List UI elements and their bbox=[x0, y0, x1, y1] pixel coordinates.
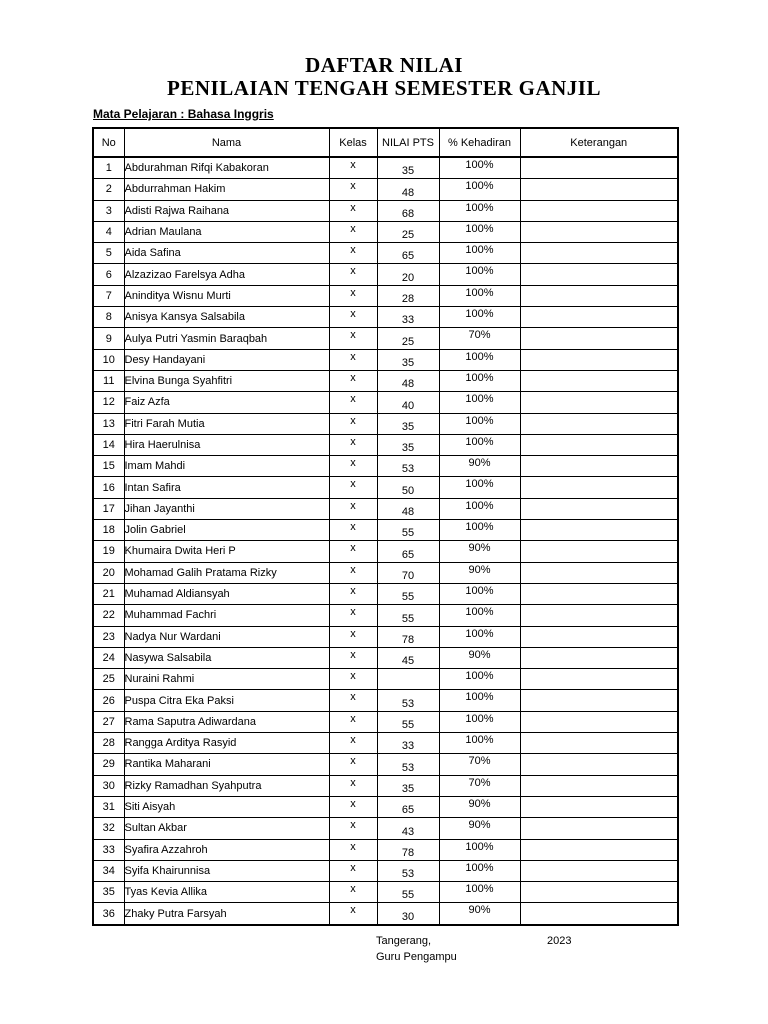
cell-nama: Abdurrahman Hakim bbox=[124, 179, 329, 200]
cell-kelas: x bbox=[329, 264, 377, 285]
cell-no: 5 bbox=[93, 243, 124, 264]
cell-kehadiran: 70% bbox=[439, 754, 520, 775]
table-row bbox=[93, 583, 678, 604]
cell-keterangan bbox=[520, 647, 678, 668]
cell-kelas: x bbox=[329, 456, 377, 477]
cell-kelas: x bbox=[329, 647, 377, 668]
cell-nama: Sultan Akbar bbox=[124, 818, 329, 839]
cell-no: 11 bbox=[93, 370, 124, 391]
cell-kelas: x bbox=[329, 605, 377, 626]
cell-no: 16 bbox=[93, 477, 124, 498]
cell-keterangan bbox=[520, 520, 678, 541]
cell-no: 33 bbox=[93, 839, 124, 860]
cell-nama: Muhamad Aldiansyah bbox=[124, 583, 329, 604]
cell-keterangan bbox=[520, 434, 678, 455]
cell-kehadiran: 90% bbox=[439, 541, 520, 562]
cell-kehadiran: 100% bbox=[439, 583, 520, 604]
cell-kelas: x bbox=[329, 520, 377, 541]
cell-kelas: x bbox=[329, 307, 377, 328]
cell-nama: Khumaira Dwita Heri P bbox=[124, 541, 329, 562]
cell-keterangan bbox=[520, 562, 678, 583]
cell-nama: Adisti Rajwa Raihana bbox=[124, 200, 329, 221]
cell-nama: Puspa Citra Eka Paksi bbox=[124, 690, 329, 711]
cell-keterangan bbox=[520, 179, 678, 200]
cell-nama: Siti Aisyah bbox=[124, 796, 329, 817]
cell-no: 25 bbox=[93, 669, 124, 690]
signature-place: Tangerang, bbox=[376, 935, 432, 947]
cell-keterangan bbox=[520, 541, 678, 562]
cell-keterangan bbox=[520, 243, 678, 264]
cell-nilai: 65 bbox=[377, 243, 439, 264]
cell-nilai: 20 bbox=[377, 264, 439, 285]
cell-keterangan bbox=[520, 349, 678, 370]
cell-keterangan bbox=[520, 860, 678, 881]
cell-nama: Rantika Maharani bbox=[124, 754, 329, 775]
cell-kelas: x bbox=[329, 754, 377, 775]
cell-kelas: x bbox=[329, 413, 377, 434]
cell-nilai: 55 bbox=[377, 711, 439, 732]
cell-kehadiran: 100% bbox=[439, 221, 520, 242]
cell-kehadiran: 100% bbox=[439, 669, 520, 690]
cell-nama: Adrian Maulana bbox=[124, 221, 329, 242]
cell-nilai: 48 bbox=[377, 370, 439, 391]
cell-kehadiran: 100% bbox=[439, 839, 520, 860]
cell-no: 20 bbox=[93, 562, 124, 583]
cell-kehadiran: 90% bbox=[439, 818, 520, 839]
cell-kelas: x bbox=[329, 669, 377, 690]
cell-kelas: x bbox=[329, 221, 377, 242]
table-row bbox=[93, 413, 678, 434]
cell-nilai: 35 bbox=[377, 349, 439, 370]
cell-keterangan bbox=[520, 221, 678, 242]
cell-no: 22 bbox=[93, 605, 124, 626]
cell-nilai: 35 bbox=[377, 413, 439, 434]
cell-keterangan bbox=[520, 690, 678, 711]
cell-keterangan bbox=[520, 711, 678, 732]
cell-kelas: x bbox=[329, 541, 377, 562]
cell-keterangan bbox=[520, 200, 678, 221]
cell-kehadiran: 100% bbox=[439, 477, 520, 498]
table-row bbox=[93, 711, 678, 732]
table-row bbox=[93, 669, 678, 690]
cell-kehadiran: 100% bbox=[439, 860, 520, 881]
cell-kehadiran: 100% bbox=[439, 307, 520, 328]
header-row bbox=[93, 128, 678, 157]
table-row bbox=[93, 200, 678, 221]
cell-kehadiran: 90% bbox=[439, 456, 520, 477]
cell-kehadiran: 100% bbox=[439, 157, 520, 179]
cell-nilai: 33 bbox=[377, 733, 439, 754]
cell-nama: Nadya Nur Wardani bbox=[124, 626, 329, 647]
cell-keterangan bbox=[520, 754, 678, 775]
table-row bbox=[93, 626, 678, 647]
cell-kelas: x bbox=[329, 903, 377, 925]
cell-no: 2 bbox=[93, 179, 124, 200]
cell-no: 7 bbox=[93, 285, 124, 306]
cell-nilai: 78 bbox=[377, 839, 439, 860]
cell-nama: Mohamad Galih Pratama Rizky bbox=[124, 562, 329, 583]
table-row bbox=[93, 541, 678, 562]
cell-nilai: 78 bbox=[377, 626, 439, 647]
cell-kelas: x bbox=[329, 370, 377, 391]
cell-kelas: x bbox=[329, 349, 377, 370]
cell-nilai: 55 bbox=[377, 520, 439, 541]
cell-kelas: x bbox=[329, 690, 377, 711]
cell-nama: Elvina Bunga Syahfitri bbox=[124, 370, 329, 391]
cell-nilai: 35 bbox=[377, 157, 439, 179]
cell-kelas: x bbox=[329, 392, 377, 413]
cell-nilai: 48 bbox=[377, 179, 439, 200]
cell-nama: Rangga Arditya Rasyid bbox=[124, 733, 329, 754]
cell-kelas: x bbox=[329, 839, 377, 860]
cell-nilai: 25 bbox=[377, 328, 439, 349]
cell-keterangan bbox=[520, 775, 678, 796]
table-row bbox=[93, 157, 678, 179]
cell-kelas: x bbox=[329, 626, 377, 647]
cell-kehadiran: 90% bbox=[439, 562, 520, 583]
cell-nilai: 65 bbox=[377, 796, 439, 817]
table-row bbox=[93, 733, 678, 754]
cell-nilai: 30 bbox=[377, 903, 439, 925]
cell-no: 27 bbox=[93, 711, 124, 732]
cell-kelas: x bbox=[329, 796, 377, 817]
cell-kehadiran: 100% bbox=[439, 370, 520, 391]
table-row bbox=[93, 520, 678, 541]
cell-nama: Tyas Kevia Allika bbox=[124, 882, 329, 903]
cell-kehadiran: 90% bbox=[439, 903, 520, 925]
cell-keterangan bbox=[520, 328, 678, 349]
subject-label: Mata Pelajaran : Bahasa Inggris bbox=[93, 107, 274, 121]
cell-nilai: 53 bbox=[377, 456, 439, 477]
column-header-kehadiran: % Kehadiran bbox=[439, 128, 520, 157]
table-row bbox=[93, 221, 678, 242]
cell-nilai: 35 bbox=[377, 775, 439, 796]
cell-nilai: 45 bbox=[377, 647, 439, 668]
cell-nama: Aulya Putri Yasmin Baraqbah bbox=[124, 328, 329, 349]
column-header-keterangan: Keterangan bbox=[520, 128, 678, 157]
cell-kehadiran: 100% bbox=[439, 392, 520, 413]
cell-kehadiran: 100% bbox=[439, 733, 520, 754]
table-row bbox=[93, 285, 678, 306]
title-line-1: DAFTAR NILAI bbox=[305, 53, 463, 77]
cell-nama: Zhaky Putra Farsyah bbox=[124, 903, 329, 925]
table-row bbox=[93, 370, 678, 391]
cell-no: 6 bbox=[93, 264, 124, 285]
cell-keterangan bbox=[520, 733, 678, 754]
table-row bbox=[93, 903, 678, 925]
cell-keterangan bbox=[520, 583, 678, 604]
cell-kehadiran: 100% bbox=[439, 626, 520, 647]
cell-no: 14 bbox=[93, 434, 124, 455]
cell-nilai: 43 bbox=[377, 818, 439, 839]
cell-kehadiran: 100% bbox=[439, 605, 520, 626]
cell-kehadiran: 90% bbox=[439, 647, 520, 668]
cell-keterangan bbox=[520, 626, 678, 647]
cell-kehadiran: 100% bbox=[439, 285, 520, 306]
cell-nilai: 35 bbox=[377, 434, 439, 455]
cell-no: 18 bbox=[93, 520, 124, 541]
cell-nama: Hira Haerulnisa bbox=[124, 434, 329, 455]
cell-kehadiran: 100% bbox=[439, 882, 520, 903]
cell-no: 17 bbox=[93, 498, 124, 519]
table-row bbox=[93, 605, 678, 626]
cell-nilai: 40 bbox=[377, 392, 439, 413]
cell-kehadiran: 100% bbox=[439, 690, 520, 711]
cell-no: 28 bbox=[93, 733, 124, 754]
table-row bbox=[93, 498, 678, 519]
cell-keterangan bbox=[520, 307, 678, 328]
signature-role: Guru Pengampu bbox=[376, 951, 457, 963]
cell-nilai: 33 bbox=[377, 307, 439, 328]
table-row bbox=[93, 264, 678, 285]
cell-nilai: 28 bbox=[377, 285, 439, 306]
cell-nilai: 70 bbox=[377, 562, 439, 583]
cell-kelas: x bbox=[329, 818, 377, 839]
table-row bbox=[93, 882, 678, 903]
cell-no: 12 bbox=[93, 392, 124, 413]
table-row bbox=[93, 775, 678, 796]
table-row bbox=[93, 349, 678, 370]
cell-kelas: x bbox=[329, 434, 377, 455]
cell-nama: Intan Safira bbox=[124, 477, 329, 498]
table-row bbox=[93, 839, 678, 860]
cell-nilai: 48 bbox=[377, 498, 439, 519]
cell-kelas: x bbox=[329, 733, 377, 754]
cell-nilai: 53 bbox=[377, 754, 439, 775]
cell-kehadiran: 100% bbox=[439, 434, 520, 455]
cell-kehadiran: 100% bbox=[439, 179, 520, 200]
table-row bbox=[93, 179, 678, 200]
cell-no: 19 bbox=[93, 541, 124, 562]
cell-no: 31 bbox=[93, 796, 124, 817]
table-row bbox=[93, 562, 678, 583]
cell-kelas: x bbox=[329, 711, 377, 732]
cell-nama: Desy Handayani bbox=[124, 349, 329, 370]
cell-kelas: x bbox=[329, 328, 377, 349]
cell-nilai bbox=[377, 669, 439, 690]
cell-kelas: x bbox=[329, 583, 377, 604]
cell-no: 13 bbox=[93, 413, 124, 434]
cell-no: 3 bbox=[93, 200, 124, 221]
cell-nilai: 65 bbox=[377, 541, 439, 562]
cell-nilai: 50 bbox=[377, 477, 439, 498]
table-row bbox=[93, 456, 678, 477]
cell-no: 24 bbox=[93, 647, 124, 668]
cell-no: 35 bbox=[93, 882, 124, 903]
cell-kehadiran: 100% bbox=[439, 243, 520, 264]
table-row bbox=[93, 690, 678, 711]
cell-nama: Nuraini Rahmi bbox=[124, 669, 329, 690]
cell-nama: Abdurahman Rifqi Kabakoran bbox=[124, 157, 329, 179]
column-header-nilai: NILAI PTS bbox=[377, 128, 439, 157]
cell-nama: Aninditya Wisnu Murti bbox=[124, 285, 329, 306]
cell-kehadiran: 70% bbox=[439, 328, 520, 349]
table-row bbox=[93, 796, 678, 817]
cell-nilai: 55 bbox=[377, 605, 439, 626]
cell-kelas: x bbox=[329, 285, 377, 306]
cell-nama: Anisya Kansya Salsabila bbox=[124, 307, 329, 328]
table-row bbox=[93, 392, 678, 413]
cell-kehadiran: 100% bbox=[439, 200, 520, 221]
cell-keterangan bbox=[520, 882, 678, 903]
cell-no: 10 bbox=[93, 349, 124, 370]
grades-table bbox=[92, 127, 679, 926]
cell-no: 32 bbox=[93, 818, 124, 839]
cell-nama: Jihan Jayanthi bbox=[124, 498, 329, 519]
cell-nama: Syafira Azzahroh bbox=[124, 839, 329, 860]
cell-nama: Alzazizao Farelsya Adha bbox=[124, 264, 329, 285]
cell-kelas: x bbox=[329, 157, 377, 179]
cell-keterangan bbox=[520, 264, 678, 285]
cell-kelas: x bbox=[329, 179, 377, 200]
cell-keterangan bbox=[520, 839, 678, 860]
cell-keterangan bbox=[520, 370, 678, 391]
cell-keterangan bbox=[520, 669, 678, 690]
cell-kelas: x bbox=[329, 243, 377, 264]
signature-year: 2023 bbox=[547, 935, 572, 947]
cell-kelas: x bbox=[329, 200, 377, 221]
cell-nama: Nasywa Salsabila bbox=[124, 647, 329, 668]
cell-kehadiran: 100% bbox=[439, 711, 520, 732]
cell-nama: Jolin Gabriel bbox=[124, 520, 329, 541]
cell-kehadiran: 90% bbox=[439, 796, 520, 817]
cell-keterangan bbox=[520, 157, 678, 179]
cell-nama: Imam Mahdi bbox=[124, 456, 329, 477]
table-row bbox=[93, 307, 678, 328]
cell-no: 4 bbox=[93, 221, 124, 242]
cell-no: 8 bbox=[93, 307, 124, 328]
cell-nilai: 25 bbox=[377, 221, 439, 242]
column-header-no: No bbox=[93, 128, 124, 157]
table-row bbox=[93, 647, 678, 668]
table-row bbox=[93, 434, 678, 455]
cell-no: 15 bbox=[93, 456, 124, 477]
cell-nama: Faiz Azfa bbox=[124, 392, 329, 413]
column-header-kelas: Kelas bbox=[329, 128, 377, 157]
cell-kehadiran: 100% bbox=[439, 498, 520, 519]
cell-keterangan bbox=[520, 796, 678, 817]
cell-nilai: 53 bbox=[377, 690, 439, 711]
cell-keterangan bbox=[520, 392, 678, 413]
cell-keterangan bbox=[520, 605, 678, 626]
cell-nilai: 55 bbox=[377, 583, 439, 604]
cell-no: 23 bbox=[93, 626, 124, 647]
cell-no: 26 bbox=[93, 690, 124, 711]
cell-keterangan bbox=[520, 903, 678, 925]
cell-kehadiran: 100% bbox=[439, 349, 520, 370]
cell-no: 29 bbox=[93, 754, 124, 775]
cell-keterangan bbox=[520, 498, 678, 519]
table-row bbox=[93, 477, 678, 498]
cell-kelas: x bbox=[329, 477, 377, 498]
cell-no: 9 bbox=[93, 328, 124, 349]
cell-keterangan bbox=[520, 818, 678, 839]
cell-nama: Muhammad Fachri bbox=[124, 605, 329, 626]
cell-kelas: x bbox=[329, 882, 377, 903]
cell-nama: Rizky Ramadhan Syahputra bbox=[124, 775, 329, 796]
cell-kehadiran: 100% bbox=[439, 520, 520, 541]
cell-nilai: 53 bbox=[377, 860, 439, 881]
title-line-2: PENILAIAN TENGAH SEMESTER GANJIL bbox=[167, 76, 601, 100]
table-row bbox=[93, 818, 678, 839]
cell-keterangan bbox=[520, 413, 678, 434]
cell-nama: Rama Saputra Adiwardana bbox=[124, 711, 329, 732]
cell-nilai: 55 bbox=[377, 882, 439, 903]
cell-kehadiran: 100% bbox=[439, 264, 520, 285]
table-row bbox=[93, 243, 678, 264]
table-row bbox=[93, 328, 678, 349]
cell-kelas: x bbox=[329, 562, 377, 583]
cell-no: 34 bbox=[93, 860, 124, 881]
cell-nilai: 68 bbox=[377, 200, 439, 221]
cell-keterangan bbox=[520, 285, 678, 306]
cell-nama: Aida Safina bbox=[124, 243, 329, 264]
table-row bbox=[93, 754, 678, 775]
cell-kehadiran: 70% bbox=[439, 775, 520, 796]
cell-no: 1 bbox=[93, 157, 124, 179]
cell-keterangan bbox=[520, 456, 678, 477]
cell-no: 21 bbox=[93, 583, 124, 604]
cell-kelas: x bbox=[329, 775, 377, 796]
table-body bbox=[93, 157, 678, 925]
cell-kelas: x bbox=[329, 860, 377, 881]
table-row bbox=[93, 860, 678, 881]
cell-keterangan bbox=[520, 477, 678, 498]
cell-nama: Syifa Khairunnisa bbox=[124, 860, 329, 881]
cell-kehadiran: 100% bbox=[439, 413, 520, 434]
cell-kelas: x bbox=[329, 498, 377, 519]
cell-no: 36 bbox=[93, 903, 124, 925]
cell-nama: Fitri Farah Mutia bbox=[124, 413, 329, 434]
cell-no: 30 bbox=[93, 775, 124, 796]
column-header-nama: Nama bbox=[124, 128, 329, 157]
